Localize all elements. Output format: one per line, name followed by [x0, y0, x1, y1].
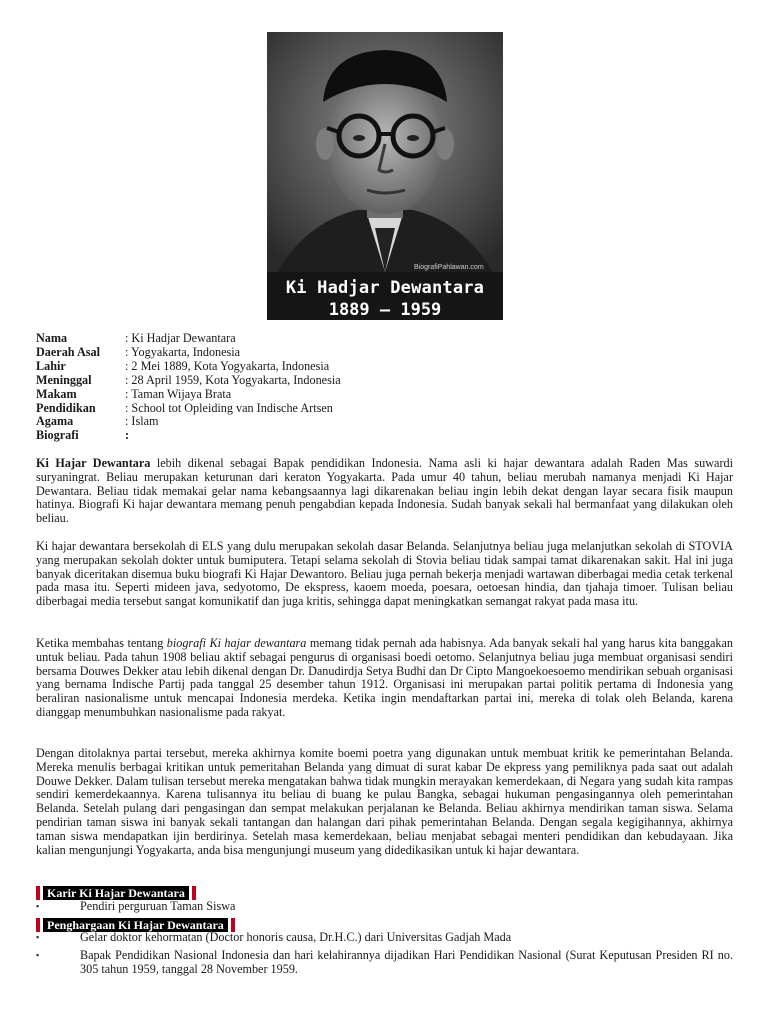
section-heading-karir	[36, 886, 196, 900]
bio-paragraph-3-text: memang tidak pernah ada habisnya. Ada banyak sekali hal yang harus kita banggakan untuk beliau. Pada tahun 1908 beliau aktif sebagai pengurus di organisasi boedi oetomo. Selanjutnya beliau juga membuat organisasi sendiri bersama Douwes Dekker atau lebih dikenal dengan Dr. Danudirdja Setya Budhi dan Dr Cipto Mangoekoesoemo mendirikan sebuah organisasi yang bernama Indische Partij pada tanggal 25 desember tahun 1912. Organisasi ini merupakan partai politik pertama di Indonesia yang beraliran nasionalisme untuk mencapai Indonesia merdeka. Ketika ingin mendaftarkan partai ini, mereka di tolak oleh Belanda, karena dianggap menumbuhkan nasionalisme pada rakyat.	[36, 636, 734, 719]
info-value: : 28 April 1959, Kota Yogyakarta, Indonesia	[125, 372, 341, 387]
info-value: : 2 Mei 1889, Kota Yogyakarta, Indonesia	[125, 358, 330, 373]
info-value: : Yogyakarta, Indonesia	[125, 344, 241, 359]
info-label: Biografi	[36, 428, 79, 443]
section-heading-label: Karir Ki Hajar Dewantara	[43, 886, 189, 900]
bio-subject-name: Ki Hajar Dewantara	[36, 456, 151, 470]
info-label: Daerah Asal	[36, 344, 100, 359]
bullet-icon: ▪	[36, 932, 40, 942]
portrait-photo	[267, 32, 503, 320]
info-row-pendidikan	[36, 402, 341, 416]
list-item	[36, 949, 733, 977]
info-label: Makam	[36, 386, 77, 401]
info-value: :	[125, 428, 130, 443]
info-row-daerah-asal	[36, 346, 341, 360]
info-row-agama	[36, 415, 341, 429]
section-marker	[192, 886, 196, 900]
photo-caption-name: Ki Hadjar Dewantara	[285, 278, 485, 298]
info-row-meninggal	[36, 374, 341, 388]
photo-caption-years: 1889 — 1959	[328, 300, 442, 320]
info-value: : Taman Wijaya Brata	[125, 386, 232, 401]
bio-paragraph-3-start: Ketika membahas tentang	[36, 636, 167, 650]
info-value: : Ki Hadjar Dewantara	[125, 331, 236, 345]
section-heading-label: Penghargaan Ki Hajar Dewantara	[43, 918, 228, 932]
list-item-text: Pendiri perguruan Taman Siswa	[80, 899, 236, 913]
bio-paragraph-3	[36, 637, 733, 720]
bio-paragraph-4: Dengan ditolaknya partai tersebut, mereka akhirnya komite boemi poetra yang digunakan untuk membuat kritik ke pemerintahan Belanda. Mereka menulis berbagai kritikan untuk pemeritahan Belanda yang dimuat di surat kabar De ekpress yang pemiliknya pada saat out adalah Douwe Dekker. Dalam tulisan tersebut mereka mengatakan bahwa tidak mungkin merayakan kemerdekaan, di Negara yang sudah kita rampas sendiri kemerdekaannya. Karena tulisannya itu beliau di buang ke pulau Bangka, sebagai hukuman pengasingannya oleh pemerintahan Belanda. Setelah pulang dari pengasingan dan sempat melakukan perjalanan ke Belanda. Beliau akhirnya mendirikan taman siswa. Selama pendirian taman siswa ini banyak sekali tantangan dan halangan dari pihak pemerintahan Belanda. Dengan segala kegigihannya, akhirnya taman siswa mendapatkan ijin berdirinya. Setelah masa kemerdekaan, beliau menjabat sebagai menteri pendidikan dan kebudayaan. Jika kalian mengunjungi Yogyakarta, anda bisa mengunjungi museum yang didedikasikan untuk ki hajar dewantara.	[36, 746, 733, 857]
list-item	[36, 931, 733, 945]
list-item-text: Bapak Pendidikan Nasional Indonesia dan hari kelahirannya dijadikan Hari Pendidikan Nasional (Surat Keputusan Presiden RI no. 305 tahun 1959, tanggal 28 November 1959.	[80, 948, 733, 976]
info-label: Meninggal	[36, 372, 92, 387]
info-label: Lahir	[36, 358, 66, 373]
list-item	[36, 900, 733, 914]
info-value: : School tot Opleiding van Indische Artsen	[125, 400, 333, 415]
bio-paragraph-3-italic: biografi Ki hajar dewantara	[166, 636, 307, 650]
bio-paragraph-2: Ki hajar dewantara bersekolah di ELS yang dulu merupakan sekolah dasar Belanda. Selanjutnya beliau juga melanjutkan sekolah di STOVIA yang merupakan sekolah dokter untuk bumiputera. Tetapi selama sekolah di Stovia beliau tidak sampai tamat dikarenakan sakit. Hal ini juga banyak diceritakan disemua buku biografi Ki Hajar Dewantoro. Beliau juga pernah bekerja menjadi wartawan diberbagai media cetak terkenal pada masa itu. Seperti mideen java, sedyotomo, De ekspress, kaoem moeda, poesara, oetoesan hindia, dan tjahaja timoer. Tulisan beliau diberbagai media tersebut sangat komunikatif dan juga kritis, sehingga dapat meningkatkan semangat rakyat pada masa itu.	[36, 539, 733, 609]
bullet-icon: ▪	[36, 901, 40, 911]
section-marker	[36, 918, 40, 932]
bio-paragraph-1-text: lebih dikenal sebagai Bapak pendidikan Indonesia. Nama asli ki hajar dewantara adalah Raden Mas suwardi suryaningrat. Beliau merupakan keturunan dari keraton Yogyakarta. Pada umur 40 tahun, beliau merubah namanya menjadi Ki Hajar Dewantara. Beliau tidak memakai gelar nama kebangsaannya lagi dikarenakan beliau ingin lebih dekat dengan layar secara fisik maupun hatinya. Biografi Ki hajar dewantara memang penuh pengabdian kepada Indonesia. Sudah banyak sekali hal bermanfaat yang dilakukan oleh beliau.	[36, 456, 733, 526]
info-row-makam	[36, 388, 341, 402]
profile-info-table	[36, 332, 341, 443]
info-label: Agama	[36, 414, 74, 429]
bio-paragraph-1	[36, 457, 733, 526]
list-item-text: Gelar doktor kehormatan (Doctor honoris causa, Dr.H.C.) dari Universitas Gadjah Mada	[80, 930, 512, 944]
info-row-nama	[36, 332, 341, 346]
info-label: Pendidikan	[36, 400, 96, 415]
portrait-illustration	[267, 32, 503, 320]
info-label: Nama	[36, 331, 68, 345]
info-row-lahir	[36, 360, 341, 374]
photo-watermark: BiografiPahlawan.com	[414, 264, 484, 271]
info-row-biografi	[36, 429, 341, 443]
bullet-icon: ▪	[36, 950, 40, 960]
info-value: : Islam	[125, 414, 159, 429]
section-marker	[36, 886, 40, 900]
